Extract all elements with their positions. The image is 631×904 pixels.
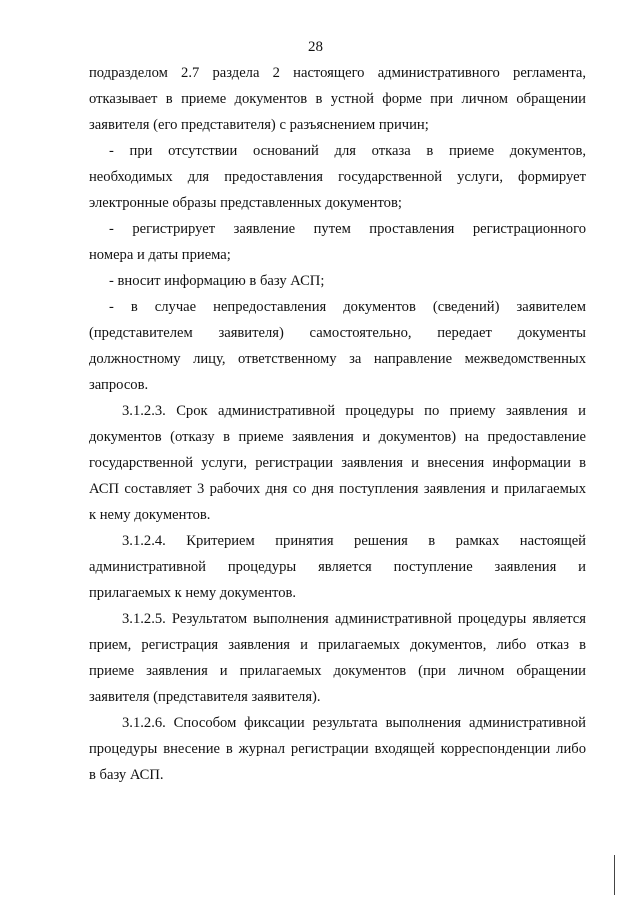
text-line: в базу АСП. — [89, 767, 164, 783]
margin-mark — [614, 855, 615, 895]
list-item-register-application — [89, 216, 586, 268]
text-line: к нему документов. — [89, 507, 211, 523]
text-line: запросов. — [89, 377, 149, 393]
section-3-1-2-5 — [89, 606, 586, 710]
text-line: 3.1.2.3. Срок административной процедуры по приему заявления и — [122, 403, 586, 419]
page-number: 28 — [308, 39, 323, 55]
text-line: - при отсутствии оснований для отказа в приеме документов, — [109, 143, 586, 159]
text-line: электронные образы представленных документов; — [89, 195, 402, 211]
list-item-form-electronic-images — [89, 138, 586, 216]
text-line: государственной услуги, регистрации заявления и внесения информации в — [89, 455, 586, 471]
text-line: отказывает в приеме документов в устной форме при личном обращении — [89, 91, 586, 107]
text-line: 3.1.2.5. Результатом выполнения административной процедуры является — [122, 611, 586, 627]
text-line: АСП составляет 3 рабочих дня со дня поступления заявления и прилагаемых — [89, 481, 586, 497]
text-line: необходимых для предоставления государственной услуги, формирует — [89, 169, 586, 185]
text-line: процедуры внесение в журнал регистрации входящей корреспонденции либо — [89, 741, 586, 757]
section-3-1-2-4 — [89, 528, 586, 606]
text-line: административной процедуры является поступление заявления и — [89, 559, 586, 575]
text-line: 3.1.2.6. Способом фиксации результата выполнения административной — [122, 715, 586, 731]
text-line: приеме заявления и прилагаемых документов (при личном обращении — [89, 663, 586, 679]
text-line: должностному лицу, ответственному за направление межведомственных — [89, 351, 586, 367]
document-body — [89, 60, 586, 788]
section-3-1-2-3 — [89, 398, 586, 528]
paragraph-continuation — [89, 60, 586, 138]
text-line: прилагаемых к нему документов. — [89, 585, 297, 601]
text-line: - регистрирует заявление путем проставления регистрационного — [109, 221, 586, 237]
text-line: подразделом 2.7 раздела 2 настоящего административного регламента, — [89, 65, 586, 81]
text-line: (представителем заявителя) самостоятельно, передает документы — [89, 325, 586, 341]
text-line: - в случае непредоставления документов (сведений) заявителем — [109, 299, 586, 315]
list-item-enter-asp — [89, 268, 586, 294]
list-item-transfer-documents — [89, 294, 586, 398]
text-line: номера и даты приема; — [89, 247, 231, 263]
text-line: заявителя (представителя заявителя). — [89, 689, 321, 705]
text-line: документов (отказу в приеме заявления и документов) на предоставление — [89, 429, 586, 445]
text-line: прием, регистрация заявления и прилагаемых документов, либо отказ в — [89, 637, 586, 653]
text-line: - вносит информацию в базу АСП; — [109, 273, 325, 289]
text-line: 3.1.2.4. Критерием принятия решения в рамках настоящей — [122, 533, 586, 549]
text-line: заявителя (его представителя) с разъяснением причин; — [89, 117, 429, 133]
section-3-1-2-6 — [89, 710, 586, 788]
